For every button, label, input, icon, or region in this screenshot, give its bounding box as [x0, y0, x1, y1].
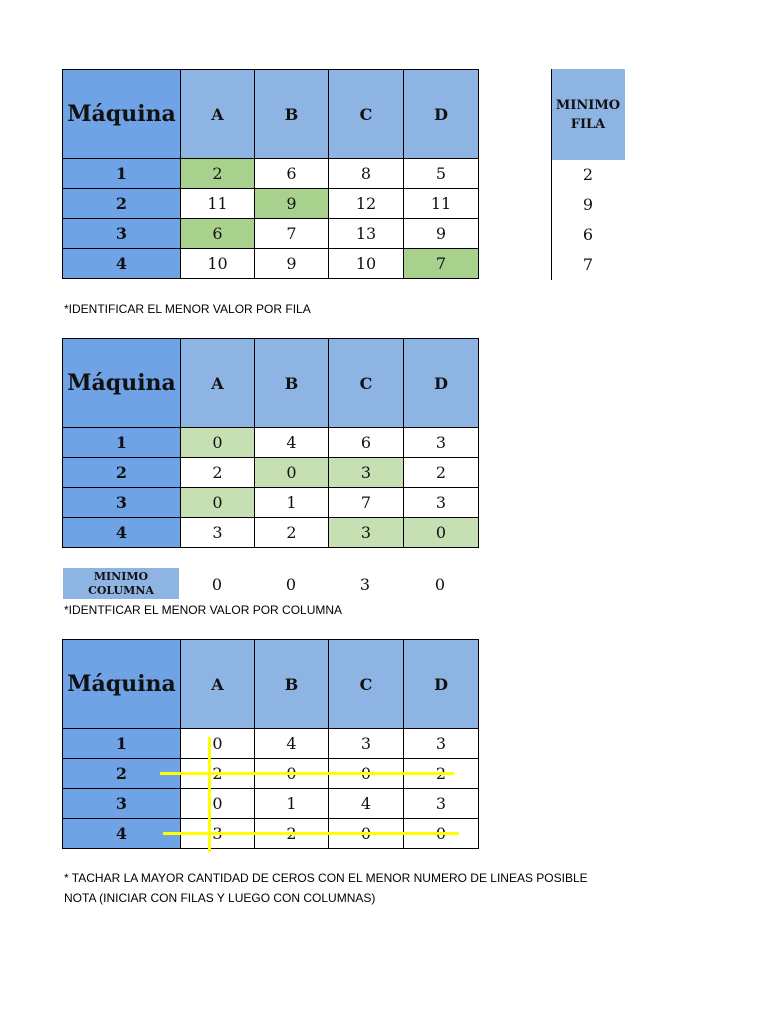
table-row [63, 219, 479, 249]
minimo-columna-value: 0 [434, 575, 446, 594]
note-col-min: *IDENTFICAR EL MENOR VALOR POR COLUMNA [64, 603, 343, 617]
table-cell: 0 [404, 518, 479, 548]
minimo-columna-value: 0 [285, 575, 297, 594]
table-row [63, 189, 479, 219]
header-b: B [255, 70, 329, 159]
header-b: B [255, 640, 329, 729]
table-cell: 2 [404, 458, 479, 488]
table-cell: 4 [255, 428, 329, 458]
row-label: 4 [63, 819, 181, 849]
table-cell: 7 [329, 488, 404, 518]
row-label: 2 [63, 189, 181, 219]
minimo-columna-value: 3 [359, 575, 371, 594]
minimo-fila-value: 2 [582, 165, 594, 184]
table-cell: 5 [404, 159, 479, 189]
note-row-min: *IDENTIFICAR EL MENOR VALOR POR FILA [64, 302, 311, 316]
table-cell: 3 [404, 789, 479, 819]
table-cell: 0 [181, 729, 255, 759]
minimo-columna-label [63, 568, 179, 599]
row-label: 1 [63, 159, 181, 189]
row-label: 2 [63, 759, 181, 789]
table-cell: 3 [329, 458, 404, 488]
table-cell: 3 [181, 518, 255, 548]
table-row [63, 518, 479, 548]
table-cell: 3 [404, 428, 479, 458]
row-label: 1 [63, 729, 181, 759]
table-cell: 3 [404, 729, 479, 759]
table-cell: 10 [181, 249, 255, 279]
table-cell: 2 [181, 159, 255, 189]
header-d: D [404, 640, 479, 729]
row-label: 3 [63, 219, 181, 249]
header-c: C [329, 339, 404, 428]
header-a: A [181, 640, 255, 729]
table-row [63, 428, 479, 458]
table-cell: 3 [329, 518, 404, 548]
divider [551, 69, 552, 280]
table-cell: 0 [181, 789, 255, 819]
table-row [63, 488, 479, 518]
row-label: 1 [63, 428, 181, 458]
row-label: 2 [63, 458, 181, 488]
minimo-columna-title-line2: COLUMNA [88, 583, 154, 597]
table-cell: 0 [181, 488, 255, 518]
minimo-fila-column [551, 69, 625, 280]
header-c: C [329, 70, 404, 159]
minimo-fila-value: 7 [582, 255, 594, 274]
table-cell: 1 [255, 789, 329, 819]
table-cell: 11 [181, 189, 255, 219]
table-row [63, 789, 479, 819]
minimo-fila-header [551, 69, 625, 160]
table-cell: 2 [255, 518, 329, 548]
table-row-minimum [62, 69, 479, 279]
header-d: D [404, 339, 479, 428]
table-cell: 6 [255, 159, 329, 189]
header-maquina: Máquina [63, 339, 181, 428]
minimo-fila-title-line2: FILA [570, 116, 606, 132]
table-cell: 9 [404, 219, 479, 249]
table-cell: 4 [255, 729, 329, 759]
table-cell: 8 [329, 159, 404, 189]
table-row [63, 159, 479, 189]
strike-line-row-2 [160, 772, 454, 775]
table-cell: 13 [329, 219, 404, 249]
table-cell: 7 [404, 249, 479, 279]
row-label: 3 [63, 789, 181, 819]
table-cell: 1 [255, 488, 329, 518]
header-maquina: Máquina [63, 70, 181, 159]
table-cell: 7 [255, 219, 329, 249]
minimo-fila-title-line1: MINIMO [555, 97, 621, 113]
minimo-fila-value: 9 [582, 195, 594, 214]
header-a: A [181, 339, 255, 428]
table-cell: 6 [181, 219, 255, 249]
header-maquina: Máquina [63, 640, 181, 729]
strike-line-col-a [208, 737, 211, 852]
note-cover-lines: * TACHAR LA MAYOR CANTIDAD DE CEROS CON EL MENOR NUMERO DE LINEAS POSIBLE [64, 871, 588, 885]
header-b: B [255, 339, 329, 428]
table-cell: 11 [404, 189, 479, 219]
minimo-fila-value: 6 [582, 225, 594, 244]
minimo-columna-value: 0 [211, 575, 223, 594]
table-cell: 9 [255, 249, 329, 279]
table-cell: 0 [181, 428, 255, 458]
row-label: 4 [63, 518, 181, 548]
table-header-row [63, 640, 479, 729]
row-label: 3 [63, 488, 181, 518]
table-cell: 3 [404, 488, 479, 518]
table-cell: 0 [255, 458, 329, 488]
table-cell: 4 [329, 789, 404, 819]
table-line-cover [62, 639, 479, 849]
table-cell: 12 [329, 189, 404, 219]
table-cell: 9 [255, 189, 329, 219]
header-d: D [404, 70, 479, 159]
table-row [63, 458, 479, 488]
header-a: A [181, 70, 255, 159]
row-label: 4 [63, 249, 181, 279]
table-row [63, 249, 479, 279]
note-instructions: NOTA (INICIAR CON FILAS Y LUEGO CON COLUMNAS) [64, 891, 376, 905]
table-cell: 2 [181, 458, 255, 488]
minimo-columna-title-line1: MINIMO [93, 569, 149, 583]
table-cell: 10 [329, 249, 404, 279]
table-row [63, 729, 479, 759]
table-cell: 6 [329, 428, 404, 458]
header-c: C [329, 640, 404, 729]
table-reduced [62, 338, 479, 548]
table-cell: 3 [329, 729, 404, 759]
table-header-row [63, 70, 479, 159]
table-header-row [63, 339, 479, 428]
